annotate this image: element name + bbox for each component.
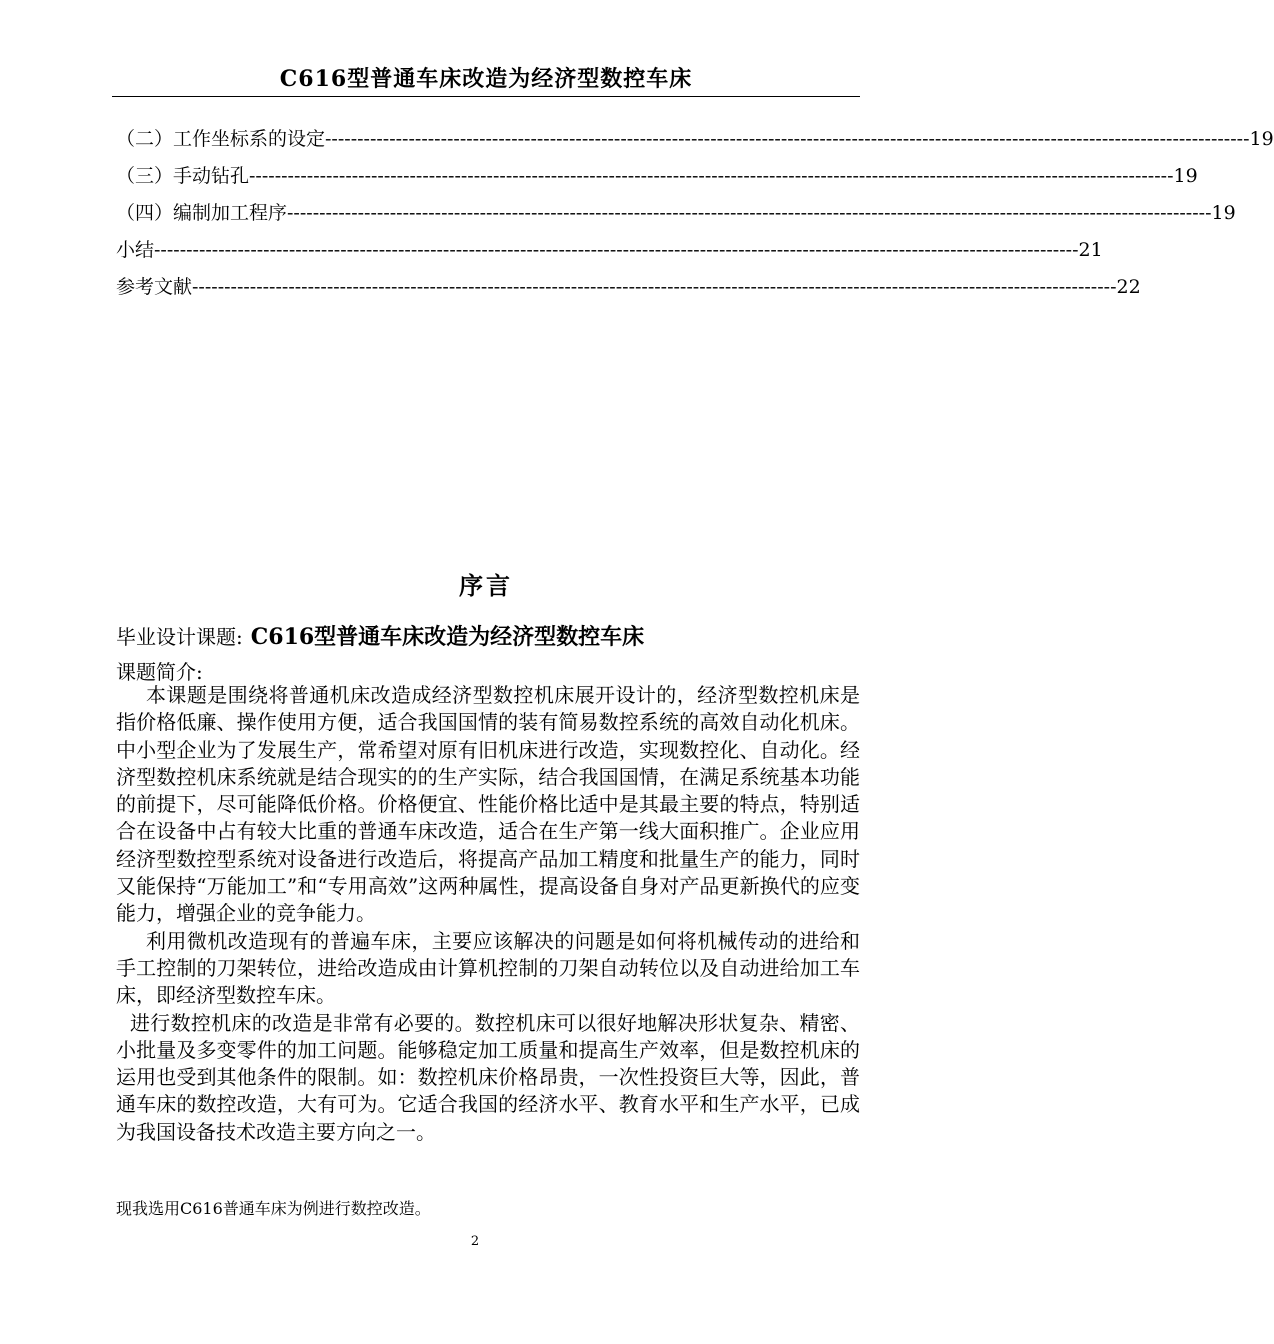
toc-entry-page: 19: [1173, 165, 1198, 187]
toc-leader: ------------------------------------------------------------------------------------------------------------------------------------------------: [154, 239, 1079, 261]
toc-entry-page: 22: [1116, 276, 1141, 298]
toc-entry-label: 参考文献: [116, 276, 193, 298]
toc-leader: ------------------------------------------------------------------------------------------------------------------------------------------------: [192, 276, 1117, 298]
toc-entry-page: 21: [1078, 239, 1103, 261]
body-paragraph: 本课题是围绕将普通机床改造成经济型数控机床展开设计的，经济型数控机床是指价格低廉、操作使用方便，适合我国国情的装有简易数控系统的高效自动化机床。中小型企业为了发展生产，常希望对原有旧机床进行改造，实现数控化、自动化。经济型数控机床系统就是结合现实的的生产实际，结合我国国情，在满足系统基本功能的前提下，尽可能降低价格。价格便宜、性能价格比适中是其最主要的特点，特别适合在设备中占有较大比重的普通车床改造，适合在生产第一线大面积推广。企业应用经济型数控型系统对设备进行改造后，将提高产品加工精度和批量生产的能力，同时又能保持“万能加工”和“专用高效”这两种属性，提高设备自身对产品更新换代的应变能力，增强企业的竞争能力。: [116, 683, 860, 926]
body-paragraph: 利用微机改造现有的普遍车床，主要应该解决的问题是如何将机械传动的进给和手工控制的刀架转位，进给改造成由计算机控制的刀架自动转位以及自动进给加工车床，即经济型数控车床。: [116, 928, 860, 1008]
toc-entry[interactable]: [116, 161, 1198, 198]
preface-body: [116, 682, 860, 1146]
toc-entry-label: （三）手动钻孔: [116, 165, 250, 187]
toc-entry-label: （四）编制加工程序: [116, 202, 288, 224]
topic-line: [116, 620, 860, 651]
toc-leader: ------------------------------------------------------------------------------------------------------------------------------------------------: [325, 128, 1250, 150]
intro-label: 课题简介:: [116, 660, 203, 684]
page-number: 2: [470, 1234, 480, 1249]
toc-entry[interactable]: [116, 124, 1274, 161]
toc-entry-label: （二）工作坐标系的设定: [116, 128, 326, 150]
body-paragraph: 进行数控机床的改造是非常有必要的。数控机床可以很好地解决形状复杂、精密、小批量及多变零件的加工问题。能够稳定加工质量和提高生产效率，但是数控机床的运用也受到其他条件的限制。如：数控机床价格昂贵，一次性投资巨大等，因此，普通车床的数控改造，大有可为。它适合我国的经济水平、教育水平和生产水平，已成为我国设备技术改造主要方向之一。: [116, 1010, 860, 1144]
header-rule: [112, 96, 860, 97]
toc-entry[interactable]: [116, 272, 1141, 309]
toc-entry[interactable]: [116, 235, 1103, 272]
topic-label: 毕业设计课题:: [116, 625, 243, 649]
toc-entry-page: 19: [1249, 128, 1274, 150]
table-of-contents: [116, 124, 1274, 309]
toc-entry[interactable]: [116, 198, 1236, 235]
closing-line: 现我选用C616普通车床为例进行数控改造。: [116, 1199, 431, 1218]
running-header-title: C616型普通车床改造为经济型数控车床: [279, 66, 693, 92]
toc-entry-label: 小结: [116, 239, 155, 261]
toc-leader: ------------------------------------------------------------------------------------------------------------------------------------------------: [287, 202, 1212, 224]
toc-entry-page: 19: [1211, 202, 1236, 224]
preface-heading: 序言: [459, 571, 513, 600]
topic-title: C616型普通车床改造为经济型数控车床: [250, 624, 645, 650]
toc-leader: ------------------------------------------------------------------------------------------------------------------------------------------------: [249, 165, 1174, 187]
